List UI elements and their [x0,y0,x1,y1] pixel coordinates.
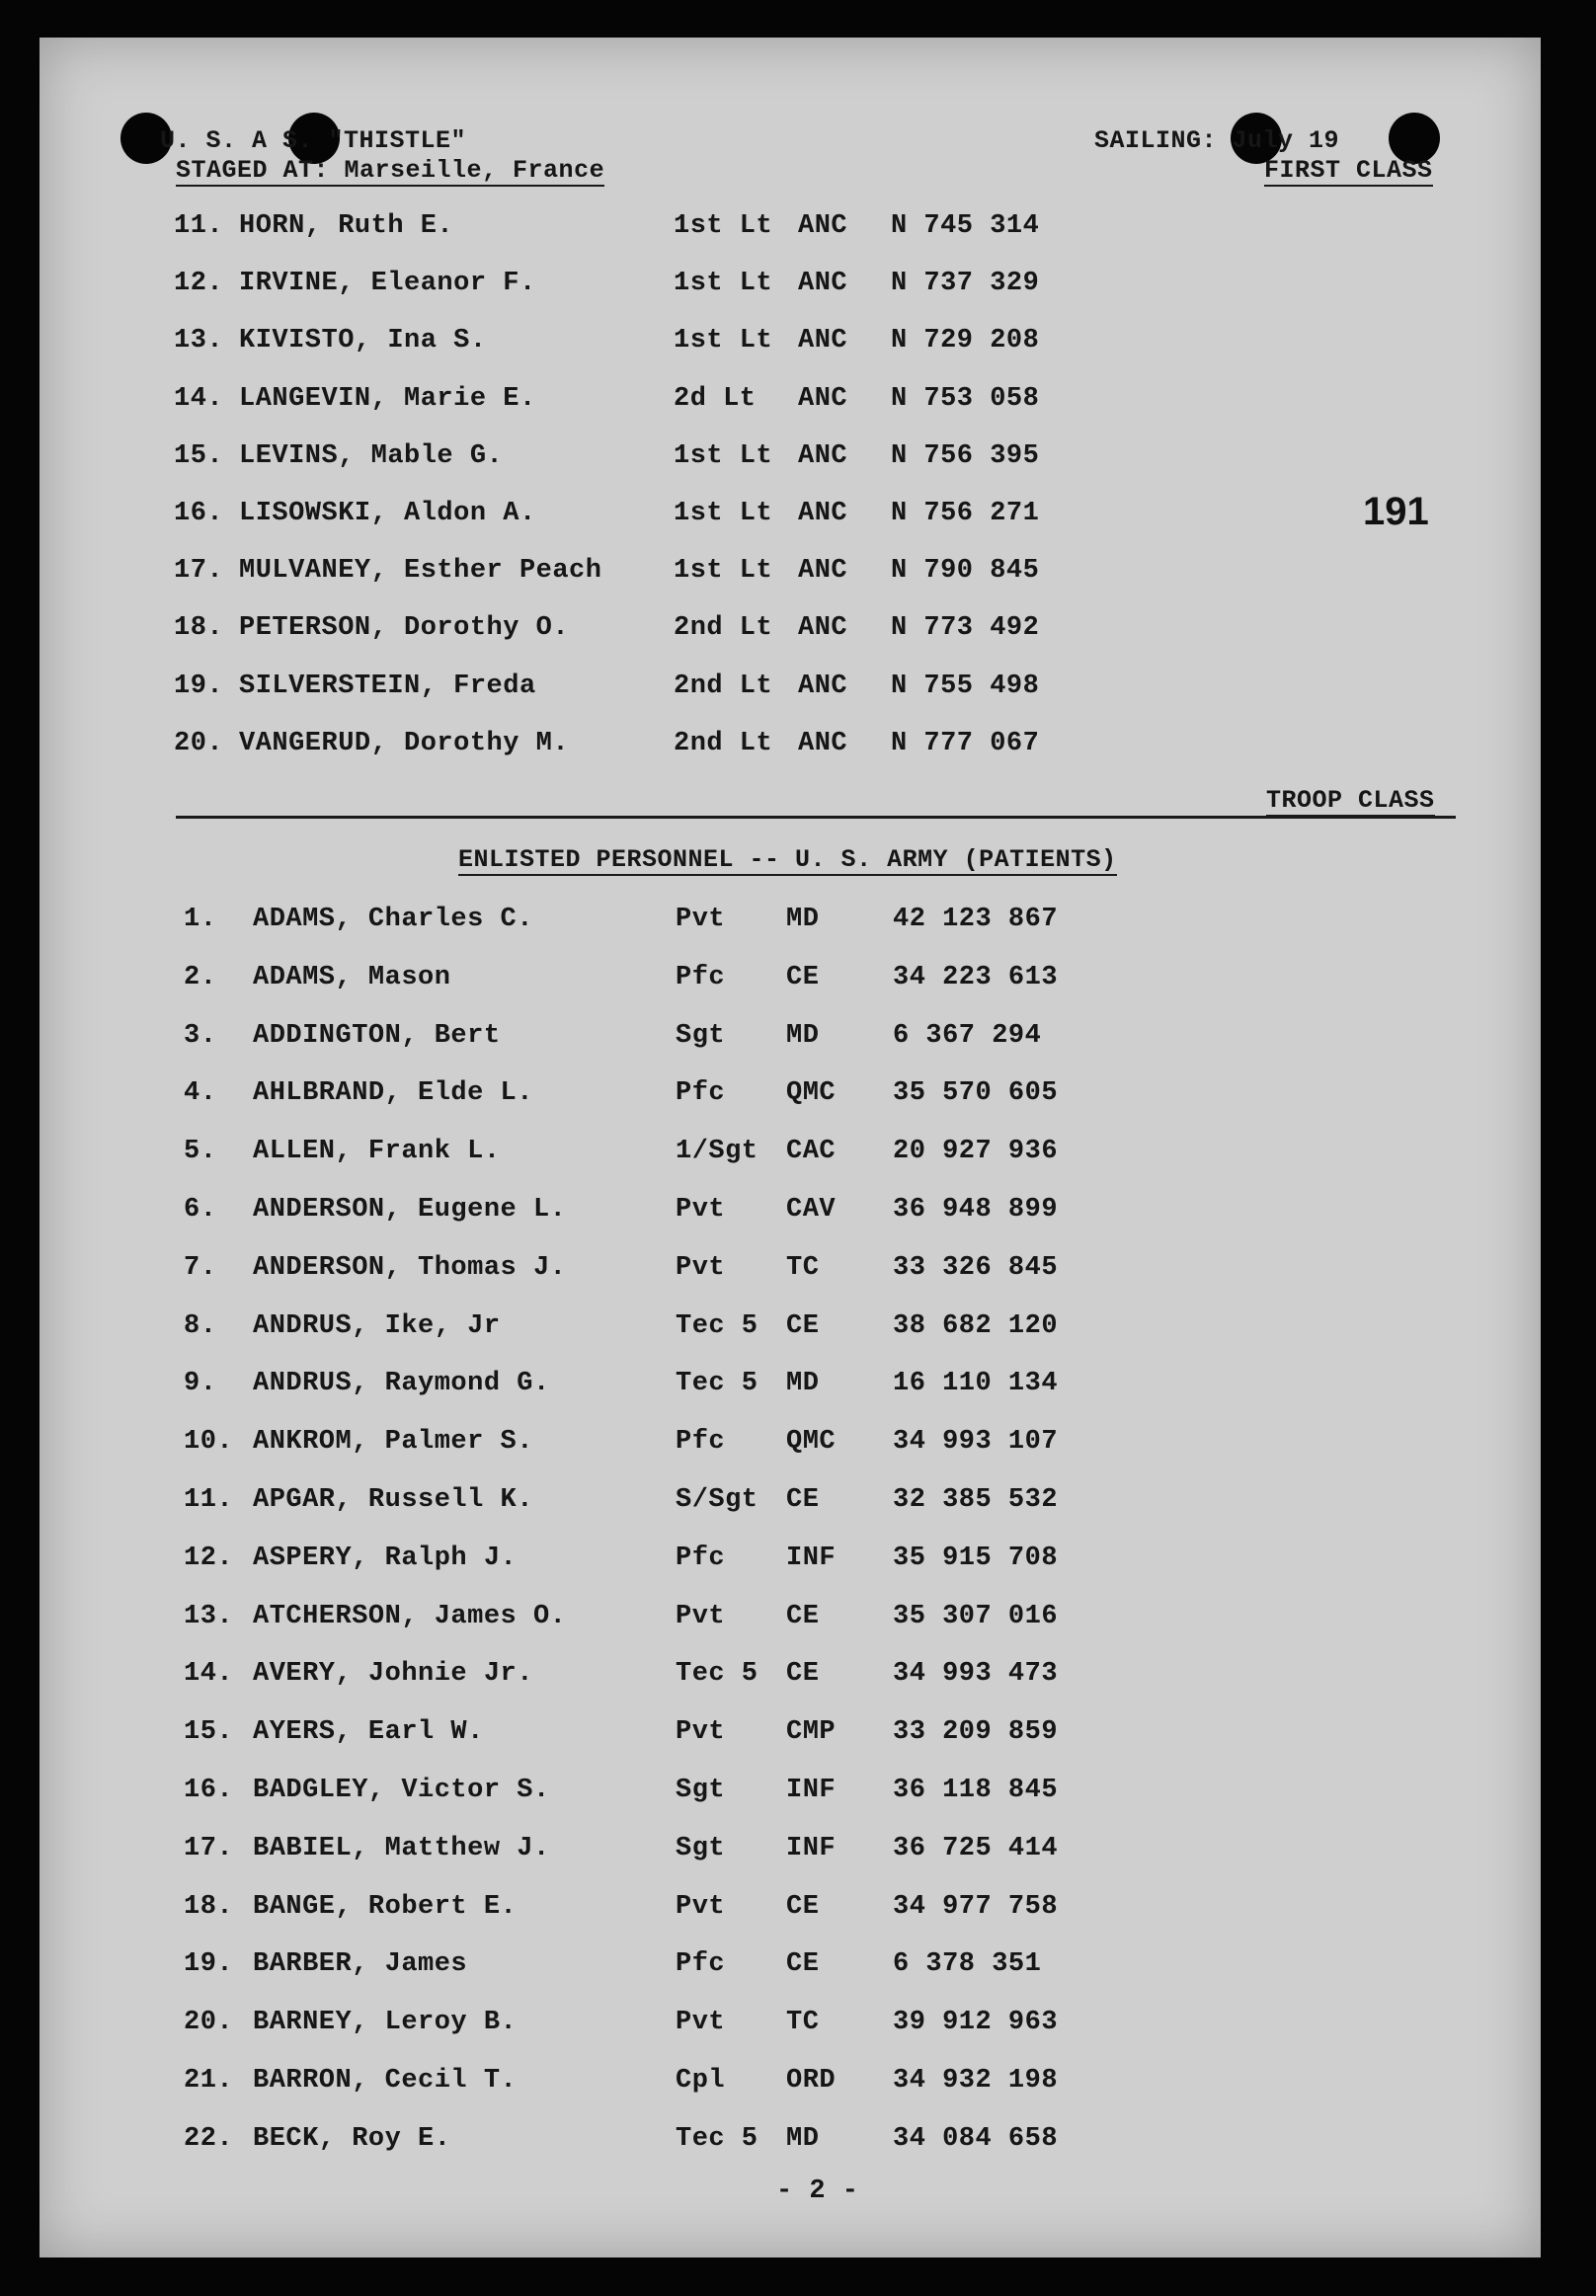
row-number: 7. [184,1252,217,1283]
row-number: 6. [184,1195,217,1225]
person-name: ALLEN, Frank L. [253,1137,501,1167]
serial-number: 35 570 605 [893,1078,1059,1109]
rank: Pfc [676,1078,726,1109]
row-number: 17. [174,556,224,587]
serial-number: N 773 492 [891,613,1040,644]
rank: Pfc [676,962,726,992]
serial-number: N 790 845 [891,556,1040,587]
rank: 1st Lt [674,440,773,471]
rank: Pvt [676,1195,726,1225]
ship-name: U. S. A S. "THISTLE" [160,126,467,155]
row-number: 22. [184,2123,234,2154]
row-number: 15. [184,1717,234,1748]
person-name: LANGEVIN, Marie E. [239,383,536,414]
row-number: 2. [184,962,217,992]
stamp-number: 191 [1363,490,1429,533]
rank: Sgt [676,1776,726,1805]
sailing-date: SAILING: July 19 [1094,126,1340,155]
divider [176,816,1456,819]
branch: ANC [798,383,848,414]
branch: ANC [798,499,848,528]
branch: TC [786,1252,820,1283]
serial-number: 39 912 963 [893,2008,1059,2038]
row-number: 12. [184,1543,234,1573]
rank: Pvt [676,1891,726,1922]
branch: CE [786,1310,820,1341]
person-name: IRVINE, Eleanor F. [239,269,536,299]
person-name: APGAR, Russell K. [253,1485,533,1515]
row-number: 15. [174,440,224,471]
serial-number: N 755 498 [891,671,1040,701]
rank: Pvt [676,1717,726,1748]
serial-number: 34 084 658 [893,2123,1059,2154]
rank: 2nd Lt [674,671,773,701]
person-name: ADDINGTON, Bert [253,1020,501,1051]
branch: MD [786,905,820,934]
branch: ANC [798,326,848,356]
rank: Sgt [676,1020,726,1051]
rank: Pvt [676,2008,726,2038]
row-number: 1. [184,905,217,934]
person-name: BARBER, James [253,1949,468,1980]
branch: QMC [786,1078,837,1109]
branch: CAC [786,1137,837,1167]
branch: ANC [798,613,848,644]
row-number: 12. [174,269,224,299]
serial-number: 16 110 134 [893,1369,1059,1399]
branch: INF [786,1543,837,1573]
person-name: ANDRUS, Raymond G. [253,1369,550,1399]
branch: INF [786,1776,837,1805]
person-name: ANKROM, Palmer S. [253,1427,533,1458]
person-name: PETERSON, Dorothy O. [239,613,570,644]
branch: CE [786,962,820,992]
rank: 2nd Lt [674,728,773,758]
serial-number: 20 927 936 [893,1137,1059,1167]
row-number: 11. [174,211,224,241]
branch: MD [786,2123,820,2154]
person-name: AHLBRAND, Elde L. [253,1078,533,1109]
rank: 1st Lt [674,556,773,587]
person-name: ANDERSON, Eugene L. [253,1195,567,1225]
row-number: 9. [184,1369,217,1399]
serial-number: 34 223 613 [893,962,1059,992]
branch: MD [786,1369,820,1399]
person-name: ATCHERSON, James O. [253,1601,567,1631]
rank: 1st Lt [674,326,773,356]
rank: 1st Lt [674,499,773,528]
rank: Pfc [676,1949,726,1980]
branch: QMC [786,1427,837,1458]
row-number: 10. [184,1427,234,1458]
serial-number: 6 367 294 [893,1020,1042,1051]
person-name: SILVERSTEIN, Freda [239,671,536,701]
troop-class-label: TROOP CLASS [1266,786,1435,815]
rank: Pfc [676,1427,726,1458]
serial-number: N 756 395 [891,440,1040,471]
row-number: 16. [184,1776,234,1805]
first-class-label: FIRST CLASS [1264,156,1433,185]
serial-number: 36 725 414 [893,1833,1059,1863]
branch: CE [786,1601,820,1631]
person-name: BARNEY, Leroy B. [253,2008,518,2038]
row-number: 4. [184,1078,217,1109]
branch: MD [786,1020,820,1051]
rank: 1st Lt [674,269,773,299]
person-name: ANDERSON, Thomas J. [253,1252,567,1283]
rank: 1/Sgt [676,1137,758,1167]
serial-number: 32 385 532 [893,1485,1059,1515]
serial-number: 42 123 867 [893,905,1059,934]
row-number: 13. [184,1601,234,1631]
row-number: 20. [184,2008,234,2038]
rank: Tec 5 [676,1369,758,1399]
branch: CMP [786,1717,837,1748]
branch: CE [786,1891,820,1922]
person-name: VANGERUD, Dorothy M. [239,728,570,758]
branch: INF [786,1833,837,1863]
person-name: BADGLEY, Victor S. [253,1776,550,1805]
rank: Cpl [676,2066,726,2096]
rank: Pvt [676,1252,726,1283]
rank: Sgt [676,1833,726,1863]
serial-number: N 745 314 [891,211,1040,241]
person-name: ASPERY, Ralph J. [253,1543,518,1573]
branch: ANC [798,440,848,471]
row-number: 18. [184,1891,234,1922]
row-number: 8. [184,1310,217,1341]
rank: 2d Lt [674,383,757,414]
row-number: 16. [174,499,224,528]
serial-number: 35 307 016 [893,1601,1059,1631]
row-number: 18. [174,613,224,644]
rank: S/Sgt [676,1485,758,1515]
rank: 1st Lt [674,211,773,241]
rank: Pfc [676,1543,726,1573]
row-number: 17. [184,1833,234,1863]
page-number: - 2 - [776,2177,859,2206]
person-name: LEVINS, Mable G. [239,440,504,471]
branch: ANC [798,211,848,241]
person-name: AYERS, Earl W. [253,1717,484,1748]
branch: CE [786,1659,820,1690]
branch: ANC [798,671,848,701]
rank: Pvt [676,905,726,934]
row-number: 20. [174,728,224,758]
serial-number: N 756 271 [891,499,1040,528]
serial-number: 36 118 845 [893,1776,1059,1805]
row-number: 14. [184,1659,234,1690]
serial-number: 38 682 120 [893,1310,1059,1341]
serial-number: N 729 208 [891,326,1040,356]
person-name: KIVISTO, Ina S. [239,326,487,356]
branch: CE [786,1485,820,1515]
serial-number: 33 209 859 [893,1717,1059,1748]
row-number: 3. [184,1020,217,1051]
serial-number: 34 932 198 [893,2066,1059,2096]
person-name: AVERY, Johnie Jr. [253,1659,533,1690]
serial-number: N 737 329 [891,269,1040,299]
section-title: ENLISTED PERSONNEL -- U. S. ARMY (PATIENTS) [458,845,1117,874]
row-number: 19. [184,1949,234,1980]
rank: 2nd Lt [674,613,773,644]
branch: CE [786,1949,820,1980]
staged-at: STAGED AT: Marseille, France [176,156,605,185]
serial-number: 34 993 473 [893,1659,1059,1690]
branch: ANC [798,269,848,299]
serial-number: 35 915 708 [893,1543,1059,1573]
serial-number: N 777 067 [891,728,1040,758]
row-number: 5. [184,1137,217,1167]
person-name: HORN, Ruth E. [239,211,454,241]
row-number: 11. [184,1485,234,1515]
branch: TC [786,2008,820,2038]
serial-number: 6 378 351 [893,1949,1042,1980]
branch: ANC [798,556,848,587]
branch: CAV [786,1195,837,1225]
person-name: BARRON, Cecil T. [253,2066,518,2096]
person-name: MULVANEY, Esther Peach [239,556,602,587]
serial-number: 33 326 845 [893,1252,1059,1283]
serial-number: 34 977 758 [893,1891,1059,1922]
rank: Tec 5 [676,1310,758,1341]
person-name: ADAMS, Mason [253,962,451,992]
branch: ANC [798,728,848,758]
person-name: ANDRUS, Ike, Jr [253,1310,501,1341]
serial-number: N 753 058 [891,383,1040,414]
row-number: 19. [174,671,224,701]
row-number: 21. [184,2066,234,2096]
person-name: LISOWSKI, Aldon A. [239,499,536,528]
person-name: BECK, Roy E. [253,2123,451,2154]
row-number: 13. [174,326,224,356]
rank: Tec 5 [676,1659,758,1690]
rank: Pvt [676,1601,726,1631]
rank: Tec 5 [676,2123,758,2154]
branch: ORD [786,2066,837,2096]
person-name: BABIEL, Matthew J. [253,1833,550,1863]
serial-number: 34 993 107 [893,1427,1059,1458]
serial-number: 36 948 899 [893,1195,1059,1225]
person-name: ADAMS, Charles C. [253,905,533,934]
row-number: 14. [174,383,224,414]
person-name: BANGE, Robert E. [253,1891,518,1922]
